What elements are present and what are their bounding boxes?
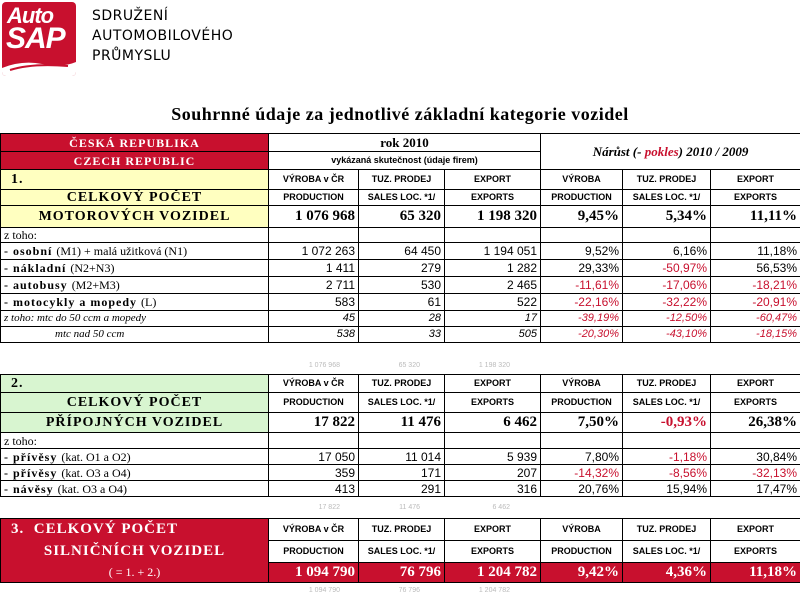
section-2-number: 2. <box>1 375 269 393</box>
cell-growth: -39,19% <box>541 311 623 327</box>
org-line-1: SDRUŽENÍ <box>92 8 169 24</box>
col-vyroba: VÝROBA <box>541 375 623 393</box>
col-export: EXPORT <box>445 375 541 393</box>
cell-value: 11 014 <box>359 449 445 465</box>
section-2-title: CELKOVÝ POČET <box>1 393 269 413</box>
row-label-main: - osobní <box>4 244 53 258</box>
row-label: mtc nad 50 ccm <box>1 327 269 343</box>
ghost-value: 76 796 <box>398 587 420 594</box>
section-3-formula: ( = 1. + 2.) <box>1 563 269 583</box>
ghost-value: 17 822 <box>318 504 340 511</box>
cell-growth: -18,15% <box>711 327 800 343</box>
total-value: 76 796 <box>359 563 445 583</box>
cell-value: 538 <box>269 327 359 343</box>
total-value: 17 822 <box>269 413 359 433</box>
cell-growth: 30,84% <box>711 449 800 465</box>
total-growth: 9,42% <box>541 563 623 583</box>
col-tuz: TUZ. PRODEJ <box>359 519 445 541</box>
cell-value: 207 <box>445 465 541 481</box>
table-row <box>1 243 800 260</box>
table-row <box>1 327 800 343</box>
cell-value: 1 072 263 <box>269 243 359 260</box>
cell-value: 64 450 <box>359 243 445 260</box>
col-production-growth: PRODUCTION <box>541 541 623 563</box>
row-label: z toho: mtc do 50 ccm a mopedy <box>1 311 269 327</box>
col-exports: EXPORTS <box>445 190 541 206</box>
table-row <box>1 481 800 497</box>
cell-growth: -14,32% <box>541 465 623 481</box>
total-value: 11 476 <box>359 413 445 433</box>
ghost-value: 1 094 790 <box>308 587 340 594</box>
col-vyroba: VÝROBA <box>541 170 623 190</box>
logo-text-auto: Auto <box>7 3 54 28</box>
table-trailers <box>0 374 800 497</box>
cell-value: 1 411 <box>269 260 359 277</box>
cell-value: 505 <box>445 327 541 343</box>
table-row <box>1 294 800 311</box>
cell-value: 530 <box>359 277 445 294</box>
total-value: 1 076 968 <box>269 206 359 228</box>
total-value: 65 320 <box>359 206 445 228</box>
col-tuz-growth: TUZ. PRODEJ <box>623 375 711 393</box>
col-exports: EXPORTS <box>445 541 541 563</box>
reported-header: vykázaná skutečnost (údaje firem) <box>269 152 541 170</box>
total-value: 6 462 <box>445 413 541 433</box>
cell-growth: 29,33% <box>541 260 623 277</box>
col-sales-growth: SALES LOC. *1/ <box>623 541 711 563</box>
org-line-3: PRŮMYSLU <box>92 48 172 64</box>
row-label-sub: (M2+M3) <box>71 278 120 292</box>
cell-growth: -50,97% <box>623 260 711 277</box>
document-title: Souhrnné údaje za jednotlivé základní kategorie vozidel <box>171 104 629 124</box>
col-tuz: TUZ. PRODEJ <box>359 375 445 393</box>
col-exports: EXPORTS <box>445 393 541 413</box>
cell-growth: -11,61% <box>541 277 623 294</box>
col-production-growth: PRODUCTION <box>541 393 623 413</box>
col-vyroba-cr: VÝROBA v ČR <box>269 170 359 190</box>
country-cz: ČESKÁ REPUBLIKA <box>1 134 269 152</box>
col-sales-growth: SALES LOC. *1/ <box>623 393 711 413</box>
cell-value: 45 <box>269 311 359 327</box>
cell-value: 583 <box>269 294 359 311</box>
total-growth: 4,36% <box>623 563 711 583</box>
cell-value: 17 050 <box>269 449 359 465</box>
row-label-main: - nákladní <box>4 261 67 275</box>
row-label-sub: (kat. O1 a O2) <box>61 449 131 464</box>
col-production: PRODUCTION <box>269 393 359 413</box>
table-row <box>1 311 800 327</box>
col-export: EXPORT <box>445 519 541 541</box>
row-label <box>1 243 269 260</box>
col-exports-growth: EXPORTS <box>711 541 800 563</box>
cell-growth: -32,22% <box>623 294 711 311</box>
ghost-value: 65 320 <box>398 362 420 369</box>
cell-growth: 9,52% <box>541 243 623 260</box>
col-production: PRODUCTION <box>269 541 359 563</box>
col-tuz-growth: TUZ. PRODEJ <box>623 170 711 190</box>
autosap-logo <box>2 2 76 76</box>
row-label-sub: (kat. O3 a O4) <box>61 465 131 480</box>
cell-value: 359 <box>269 465 359 481</box>
country-en: CZECH REPUBLIC <box>1 152 269 170</box>
row-label <box>1 465 269 481</box>
total-growth: 7,50% <box>541 413 623 433</box>
col-exports-growth: EXPORTS <box>711 190 800 206</box>
cell-value: 522 <box>445 294 541 311</box>
ghost-value: 1 198 320 <box>478 362 510 369</box>
total-growth: 5,34% <box>623 206 711 228</box>
total-value: 1 204 782 <box>445 563 541 583</box>
cell-value: 316 <box>445 481 541 497</box>
row-label <box>1 481 269 497</box>
row-label-main: - přívěsy <box>4 465 58 480</box>
row-label <box>1 449 269 465</box>
section-1-subtitle: MOTOROVÝCH VOZIDEL <box>1 206 269 228</box>
cell-growth: 20,76% <box>541 481 623 497</box>
section-3-title: 3. CELKOVÝ POČET <box>1 519 269 541</box>
col-sales-growth: SALES LOC. *1/ <box>623 190 711 206</box>
total-growth: 26,38% <box>711 413 800 433</box>
org-line-2: AUTOMOBILOVÉHO <box>92 28 234 44</box>
cell-growth: 56,53% <box>711 260 800 277</box>
row-label-main: - přívěsy <box>4 449 58 464</box>
cell-growth: 15,94% <box>623 481 711 497</box>
cell-growth: 6,16% <box>623 243 711 260</box>
cell-value: 33 <box>359 327 445 343</box>
cell-value: 171 <box>359 465 445 481</box>
logo-text-sap: SAP <box>6 22 65 55</box>
cell-value: 28 <box>359 311 445 327</box>
col-production-growth: PRODUCTION <box>541 190 623 206</box>
cell-value: 61 <box>359 294 445 311</box>
col-production: PRODUCTION <box>269 190 359 206</box>
col-vyroba-cr: VÝROBA v ČR <box>269 375 359 393</box>
row-label-main: - návěsy <box>4 481 54 496</box>
row-label <box>1 260 269 277</box>
col-sales: SALES LOC. *1/ <box>359 190 445 206</box>
col-tuz: TUZ. PRODEJ <box>359 170 445 190</box>
row-label-sub: (L) <box>141 295 157 309</box>
cell-growth: -20,30% <box>541 327 623 343</box>
cell-growth: 11,18% <box>711 243 800 260</box>
cell-value: 5 939 <box>445 449 541 465</box>
col-export-growth: EXPORT <box>711 375 800 393</box>
table-motor-vehicles <box>0 133 800 343</box>
cell-growth: -17,06% <box>623 277 711 294</box>
of-which-label: z toho: <box>1 433 269 449</box>
cell-growth: -18,21% <box>711 277 800 294</box>
row-label-sub: (kat. O3 a O4) <box>57 481 127 496</box>
cell-growth: -32,13% <box>711 465 800 481</box>
section-1-title: CELKOVÝ POČET <box>1 190 269 206</box>
col-export: EXPORT <box>445 170 541 190</box>
row-label <box>1 294 269 311</box>
total-growth: -0,93% <box>623 413 711 433</box>
cell-value: 1 194 051 <box>445 243 541 260</box>
year-header: rok 2010 <box>269 134 541 152</box>
row-label-sub: (N2+N3) <box>70 261 115 275</box>
table-row <box>1 277 800 294</box>
organization-name <box>92 6 233 66</box>
ghost-value: 11 476 <box>399 504 420 511</box>
ghost-value: 1 204 782 <box>478 587 510 594</box>
total-growth: 9,45% <box>541 206 623 228</box>
cell-growth: -8,56% <box>623 465 711 481</box>
cell-growth: -1,18% <box>623 449 711 465</box>
cell-value: 1 282 <box>445 260 541 277</box>
total-growth: 11,18% <box>711 563 800 583</box>
cell-growth: -12,50% <box>623 311 711 327</box>
ghost-value: 1 076 968 <box>308 362 340 369</box>
col-vyroba-cr: VÝROBA v ČR <box>269 519 359 541</box>
total-value: 1 198 320 <box>445 206 541 228</box>
ghost-value: 6 462 <box>492 504 510 511</box>
cell-value: 17 <box>445 311 541 327</box>
growth-header: Nárůst (- pokles) 2010 / 2009 <box>541 134 800 170</box>
row-label-main: - motocykly a mopedy <box>4 295 137 309</box>
col-tuz-growth: TUZ. PRODEJ <box>623 519 711 541</box>
table-row <box>1 260 800 277</box>
cell-value: 291 <box>359 481 445 497</box>
table-road-vehicles <box>0 518 800 583</box>
col-exports-growth: EXPORTS <box>711 393 800 413</box>
section-3-subtitle: SILNIČNÍCH VOZIDEL <box>1 541 269 563</box>
total-value: 1 094 790 <box>269 563 359 583</box>
car-swoosh-icon <box>2 58 76 76</box>
cell-growth: 7,80% <box>541 449 623 465</box>
total-growth: 11,11% <box>711 206 800 228</box>
section-1-title-row: 1. <box>1 170 269 190</box>
table-row <box>1 465 800 481</box>
cell-growth: -43,10% <box>623 327 711 343</box>
col-export-growth: EXPORT <box>711 170 800 190</box>
row-label-main: - autobusy <box>4 278 68 292</box>
cell-growth: -60,47% <box>711 311 800 327</box>
table-row <box>1 449 800 465</box>
section-2-subtitle: PŘÍPOJNÝCH VOZIDEL <box>1 413 269 433</box>
col-sales: SALES LOC. *1/ <box>359 541 445 563</box>
row-label <box>1 277 269 294</box>
cell-value: 279 <box>359 260 445 277</box>
row-label-sub: (M1) + malá užitková (N1) <box>56 244 188 258</box>
cell-value: 2 465 <box>445 277 541 294</box>
cell-growth: -20,91% <box>711 294 800 311</box>
cell-growth: 17,47% <box>711 481 800 497</box>
cell-value: 413 <box>269 481 359 497</box>
col-export-growth: EXPORT <box>711 519 800 541</box>
cell-value: 2 711 <box>269 277 359 294</box>
cell-growth: -22,16% <box>541 294 623 311</box>
col-sales: SALES LOC. *1/ <box>359 393 445 413</box>
of-which-label: z toho: <box>1 228 269 243</box>
col-vyroba: VÝROBA <box>541 519 623 541</box>
